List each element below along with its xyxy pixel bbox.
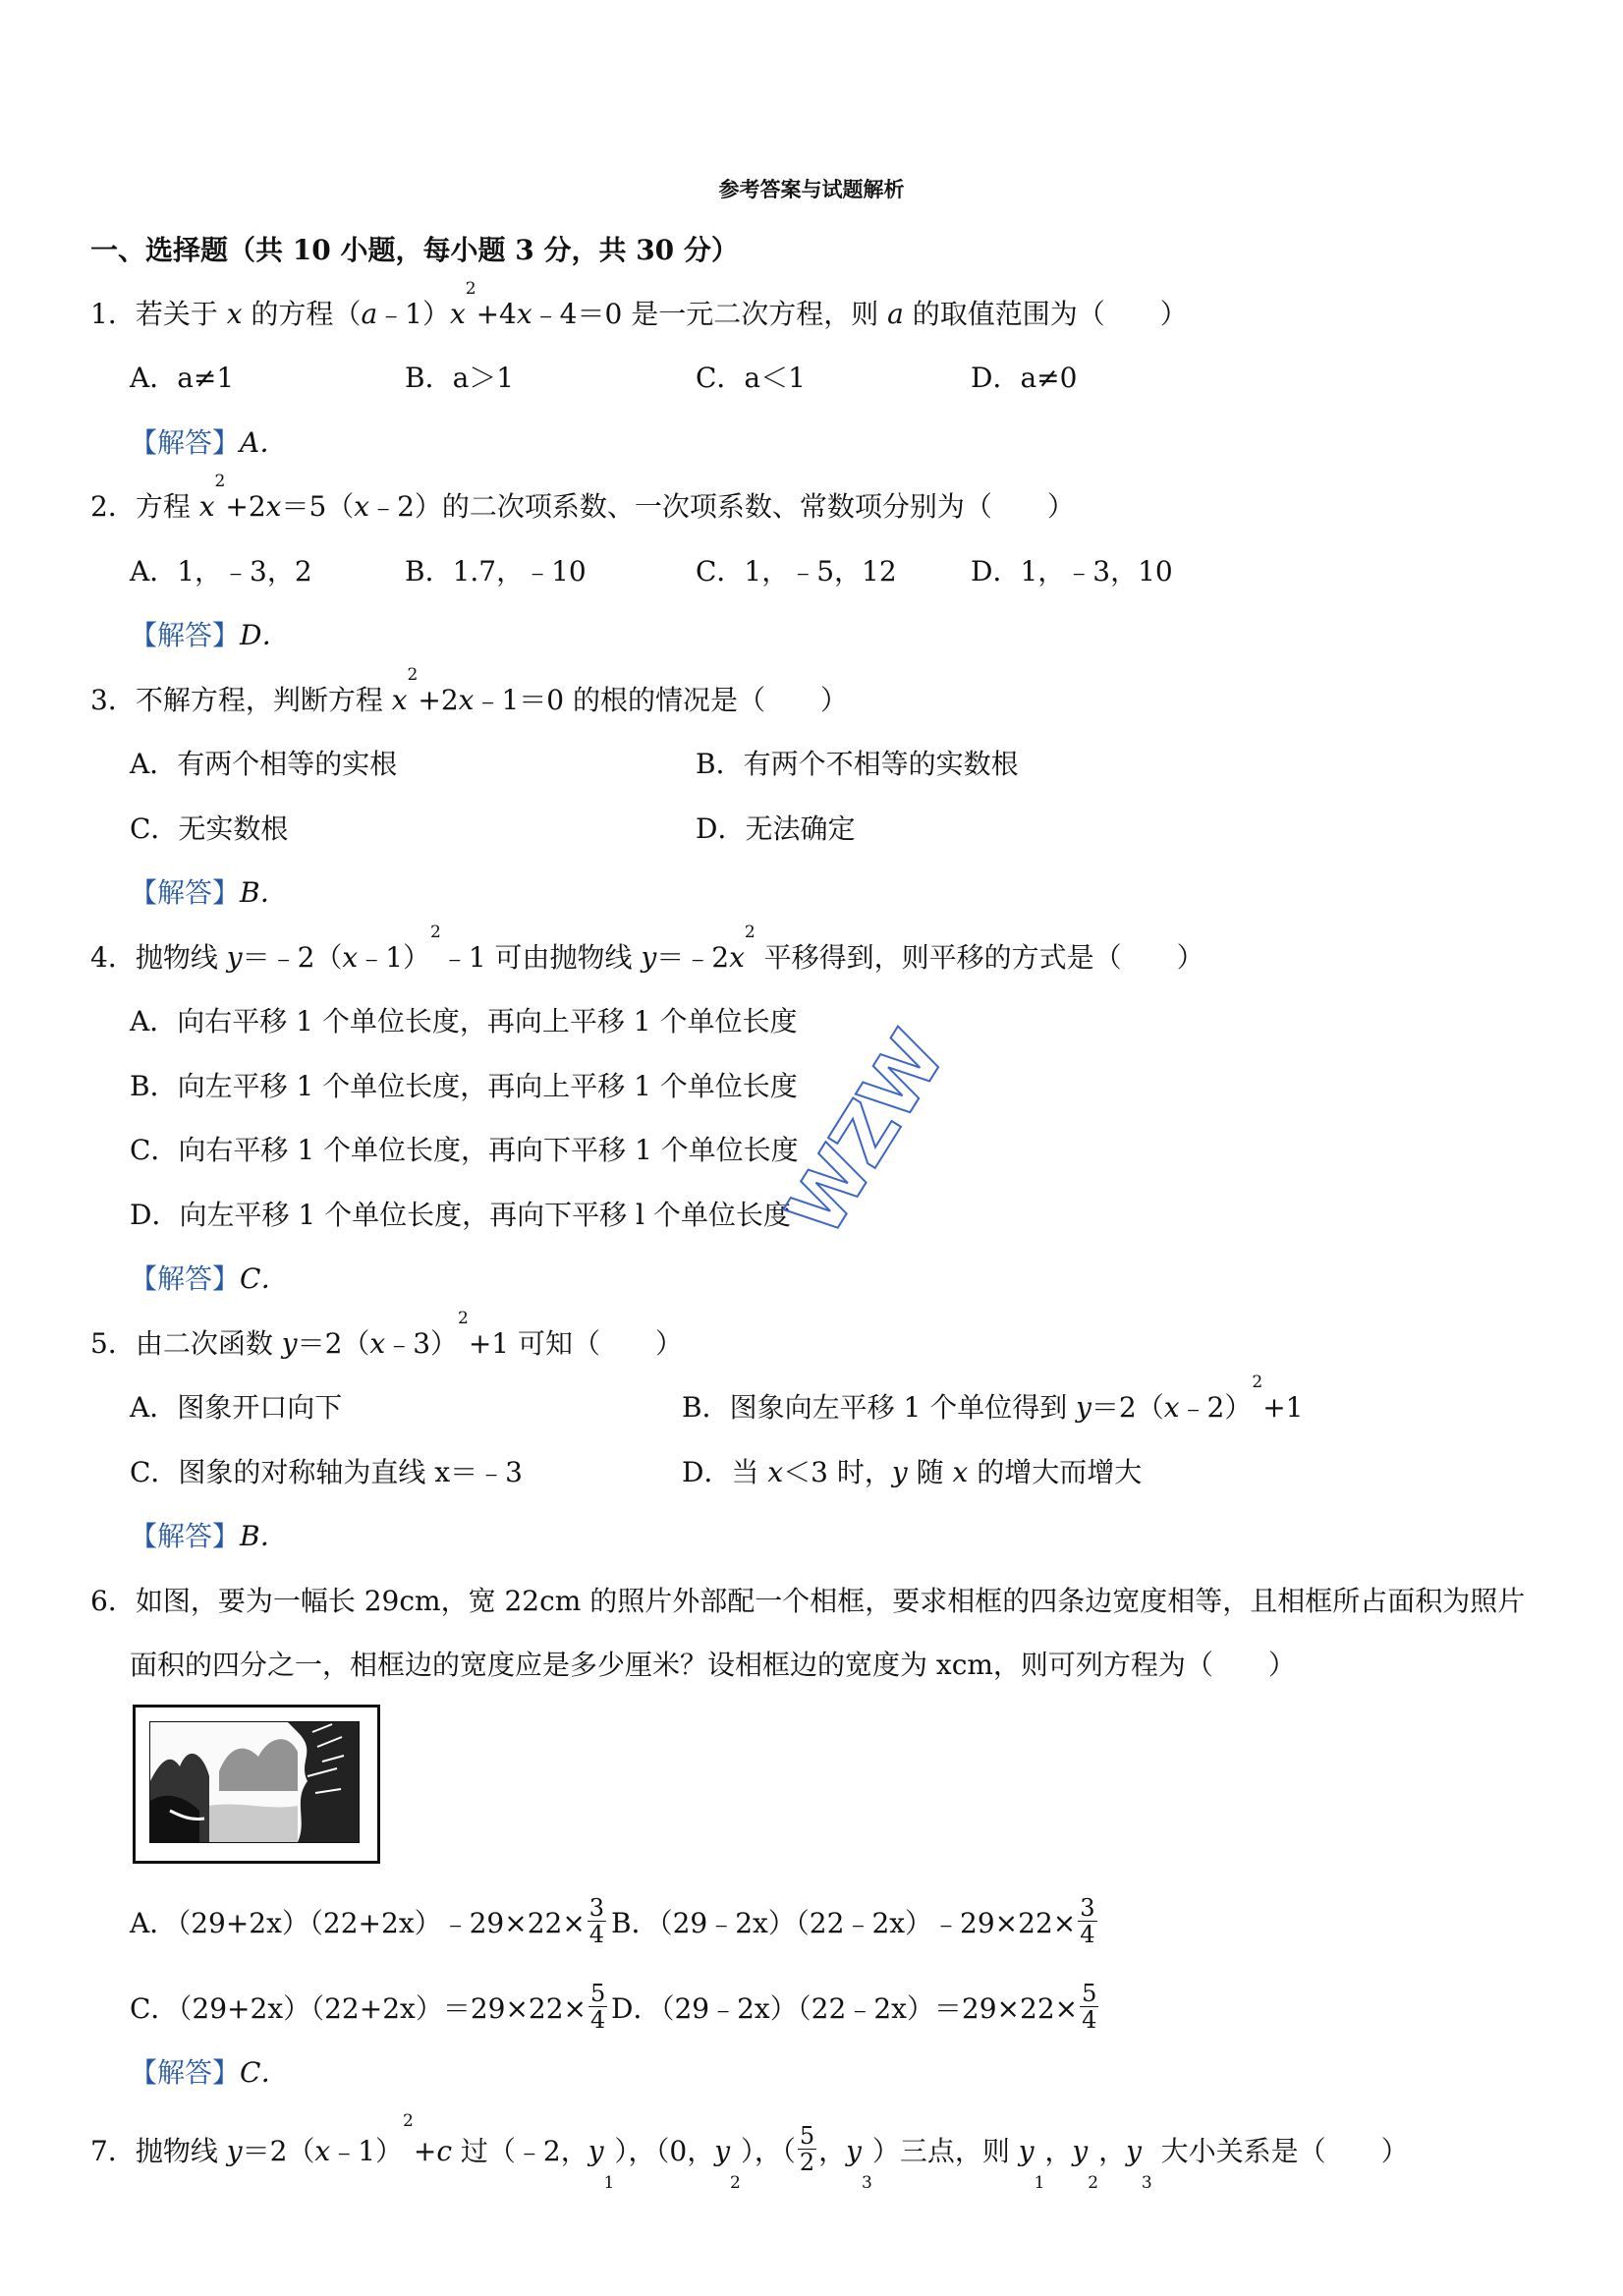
q3-answer: 【解答】B． — [130, 876, 288, 909]
question-7: 7．抛物线 y＝2（x﹣1）$^2$+c 过（﹣2，$y_1$），（0，$y_2$），（ $\frac{5}{2}$ ，$y_3$）三点，则 $y_1$，$y_2$，$y_3$ 大小关系是（ ） — [90, 2111, 1409, 2193]
ink-landscape-image — [149, 1721, 360, 1843]
q4-option-c: C．向右平移 1 个单位长度，再向下平移 1 个单位长度 — [130, 1134, 799, 1166]
question-5: 5．由二次函数 y＝2（x﹣3）$^2$+1 可知（ ） — [90, 1309, 684, 1360]
section-heading: 一、选择题（共 10 小题，每小题 3 分，共 30 分） — [90, 234, 739, 266]
q6-answer: 【解答】C． — [130, 2056, 289, 2089]
question-1: 1．若关于 x 的方程$(a﹣1)x^2+4x﹣4=0$ 是一元二次方程，则 a 的取值范围为（ ） — [90, 279, 1188, 330]
q6-option-d: D．（29﹣2x）（22﹣2x）＝29×22× $\frac{5}{4}$ — [611, 1980, 1097, 2034]
q2-answer: 【解答】D． — [130, 619, 290, 651]
q3-option-b: B．有两个不相等的实数根 — [696, 748, 1019, 780]
question-6-line2: 面积的四分之一，相框边的宽度应是多少厘米？设相框边的宽度为 xcm，则可列方程为（ ） — [130, 1649, 1296, 1681]
q2-option-d: D．1，﹣3，10 — [971, 555, 1173, 588]
q4-option-a: A．向右平移 1 个单位长度，再向上平移 1 个单位长度 — [130, 1005, 798, 1037]
fraction-5-4-c: $\frac{5}{4}$ — [590, 1980, 606, 2034]
q1-option-d: D．a≠0 — [971, 362, 1078, 394]
q6-option-c: C．（29+2x）（22+2x）＝29×22× $\frac{5}{4}$ — [130, 1980, 606, 2034]
q3-option-d: D．无法确定 — [696, 812, 856, 845]
q6-option-b: B．（29﹣2x）（22﹣2x）﹣29×22× $\frac{3}{4}$ — [611, 1894, 1095, 1948]
fraction-3-4-a: $\frac{3}{4}$ — [588, 1894, 605, 1948]
q4-answer: 【解答】C． — [130, 1262, 289, 1295]
question-2: 2．方程 $x^2+2x=5(x﹣2)$的二次项系数、一次项系数、常数项分别为（ ） — [90, 472, 1075, 523]
q5-answer: 【解答】B． — [130, 1520, 288, 1552]
q5-option-c: C．图象的对称轴为直线 x＝﹣3 — [130, 1456, 523, 1488]
fraction-5-2: $\frac{5}{2}$ — [799, 2122, 815, 2176]
q2-option-a: A．1，﹣3，2 — [130, 555, 312, 588]
q4-option-d: D．向左平移 1 个单位长度，再向下平移 l 个单位长度 — [130, 1199, 791, 1231]
fraction-5-4-d: $\frac{5}{4}$ — [1082, 1980, 1097, 2034]
q6-option-a: A．（29+2x）（22+2x）﹣29×22× $\frac{3}{4}$ — [130, 1894, 605, 1948]
q5-option-b: B．图象向左平移 1 个单位得到 y＝2（x﹣2）$^2$+1 — [682, 1372, 1304, 1424]
page-title: 参考答案与试题解析 — [718, 177, 905, 201]
q1-option-c: C．a＜1 — [696, 362, 806, 394]
q5-option-a: A．图象开口向下 — [130, 1391, 343, 1424]
q3-option-a: A．有两个相等的实根 — [130, 748, 398, 780]
ink-landscape-drawing — [150, 1722, 359, 1842]
watermark: WZW — [770, 1018, 962, 1252]
question-3: 3．不解方程，判断方程 $x^2+2x﹣1=0$ 的根的情况是（ ） — [90, 665, 848, 716]
q1-option-a: A．a≠1 — [130, 362, 235, 394]
q2-option-b: B．1.7，﹣10 — [405, 555, 587, 588]
q3-option-c: C．无实数根 — [130, 812, 289, 845]
question-6-line1: 6．如图，要为一幅长 29cm，宽 22cm 的照片外部配一个相框，要求相框的四条边宽度相等，且相框所占面积为照片 — [90, 1585, 1526, 1617]
q4-option-b: B．向左平移 1 个单位长度，再向上平移 1 个单位长度 — [130, 1070, 798, 1102]
question-4: 4．抛物线 y＝﹣2（x﹣1）$^2$﹣1 可由抛物线 $y=﹣2x^2$ 平移得到，则平移的方式是（ ） — [90, 923, 1204, 974]
fraction-3-4-b: $\frac{3}{4}$ — [1080, 1894, 1095, 1948]
q1-option-b: B．a＞1 — [405, 362, 515, 394]
q5-option-d: D．当 x＜3 时，y 随 x 的增大而增大 — [682, 1456, 1143, 1488]
photo-frame-figure — [133, 1705, 380, 1864]
q1-answer: 【解答】A． — [130, 426, 288, 459]
q2-option-c: C．1，﹣5，12 — [696, 555, 897, 588]
